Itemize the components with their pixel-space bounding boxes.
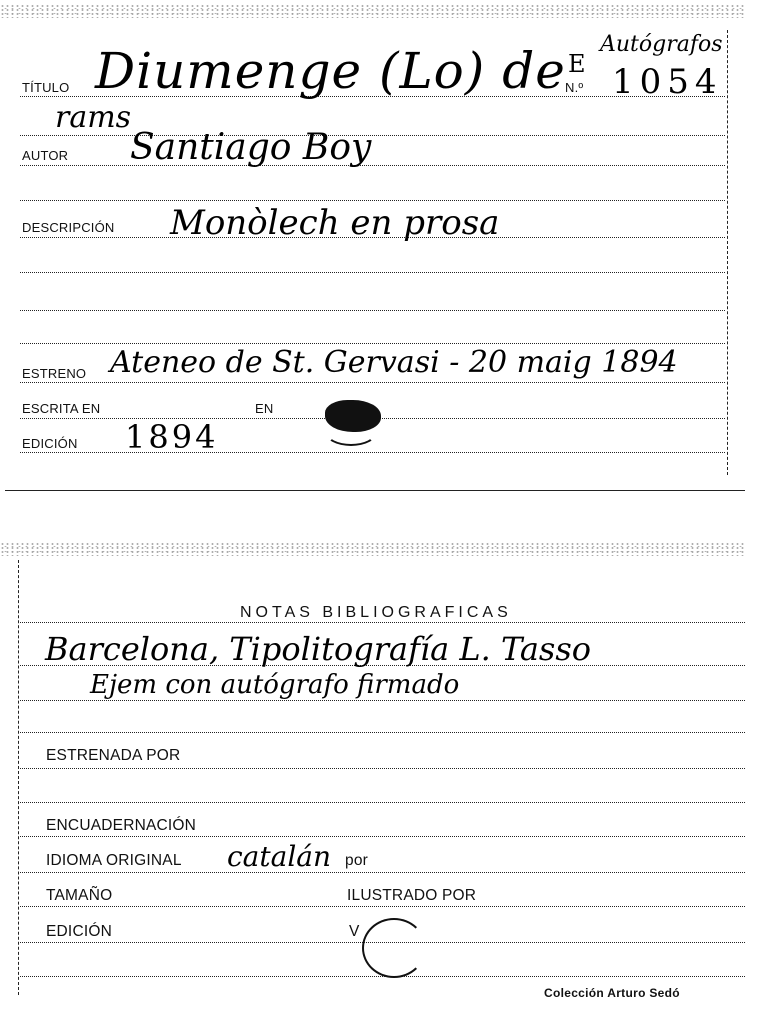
por-label: por [345,852,369,869]
catalog-card-front [0,0,745,495]
rule-heading [20,622,745,623]
stamp-mark [325,418,377,446]
note-line-1: Barcelona, Tipolitografía L. Tasso [45,630,592,668]
card-right-border [727,30,728,475]
rule-idioma [20,872,745,873]
rule-autor [20,165,725,166]
rule-blank-1 [20,732,745,733]
rule-note-2 [20,700,745,701]
rule-blank-2 [20,802,745,803]
collection-credit: Colección Arturo Sedó [544,986,680,1000]
collection-name: Autógrafos [600,32,723,57]
encuadernacion-label: ENCUADERNACIÓN [46,817,197,834]
rule-titulo-2 [20,135,725,136]
rule-tamano [20,906,745,907]
rule-estreno [20,382,725,383]
estreno-value: Ateneo de St. Gervasi - 20 maig 1894 [110,345,678,380]
en-label: EN [255,401,274,416]
card-top-edge [0,542,745,556]
rule-blank-4 [20,343,725,344]
tamano-label: TAMAÑO [46,887,113,904]
edicion-label: EDICIÓN [22,436,78,451]
titulo-value: Diumenge (Lo) de [95,42,566,100]
titulo-value-continued: rams [55,100,132,135]
estrenada-label: ESTRENADA POR [46,747,181,764]
edicion-value: 1894 [125,418,219,456]
escrita-label: ESCRITA EN [22,401,101,416]
number-value: 1054 [612,62,723,102]
idioma-value: catalán [227,840,332,873]
v-label: V [349,923,360,940]
card-left-border [18,560,19,995]
titulo-label: TÍTULO [22,80,70,95]
card-top-edge [0,4,745,18]
ilustrado-label: ILUSTRADO POR [347,887,477,904]
autor-label: AUTOR [22,148,69,163]
number-label: N.º [565,80,584,95]
catalog-card-back [0,540,745,1010]
series-letter: E [568,50,586,78]
stamp-mark [362,918,426,978]
note-line-2: Ejem con autógrafo firmado [90,670,460,700]
rule-encuadernacion [20,836,745,837]
descripcion-label: DESCRIPCIÓN [22,220,115,235]
rule-estrenada [20,768,745,769]
notas-heading: NOTAS BIBLIOGRAFICAS [240,604,512,621]
rule-blank-1 [20,200,725,201]
descripcion-value: Monòlech en prosa [170,203,500,243]
estreno-label: ESTRENO [22,366,87,381]
edicion-label: EDICIÓN [46,923,112,940]
idioma-label: IDIOMA ORIGINAL [46,852,182,869]
rule-blank-3 [20,310,725,311]
card-bottom-edge [5,490,745,491]
autor-value: Santiago Boy [130,127,372,168]
rule-blank-2 [20,272,725,273]
